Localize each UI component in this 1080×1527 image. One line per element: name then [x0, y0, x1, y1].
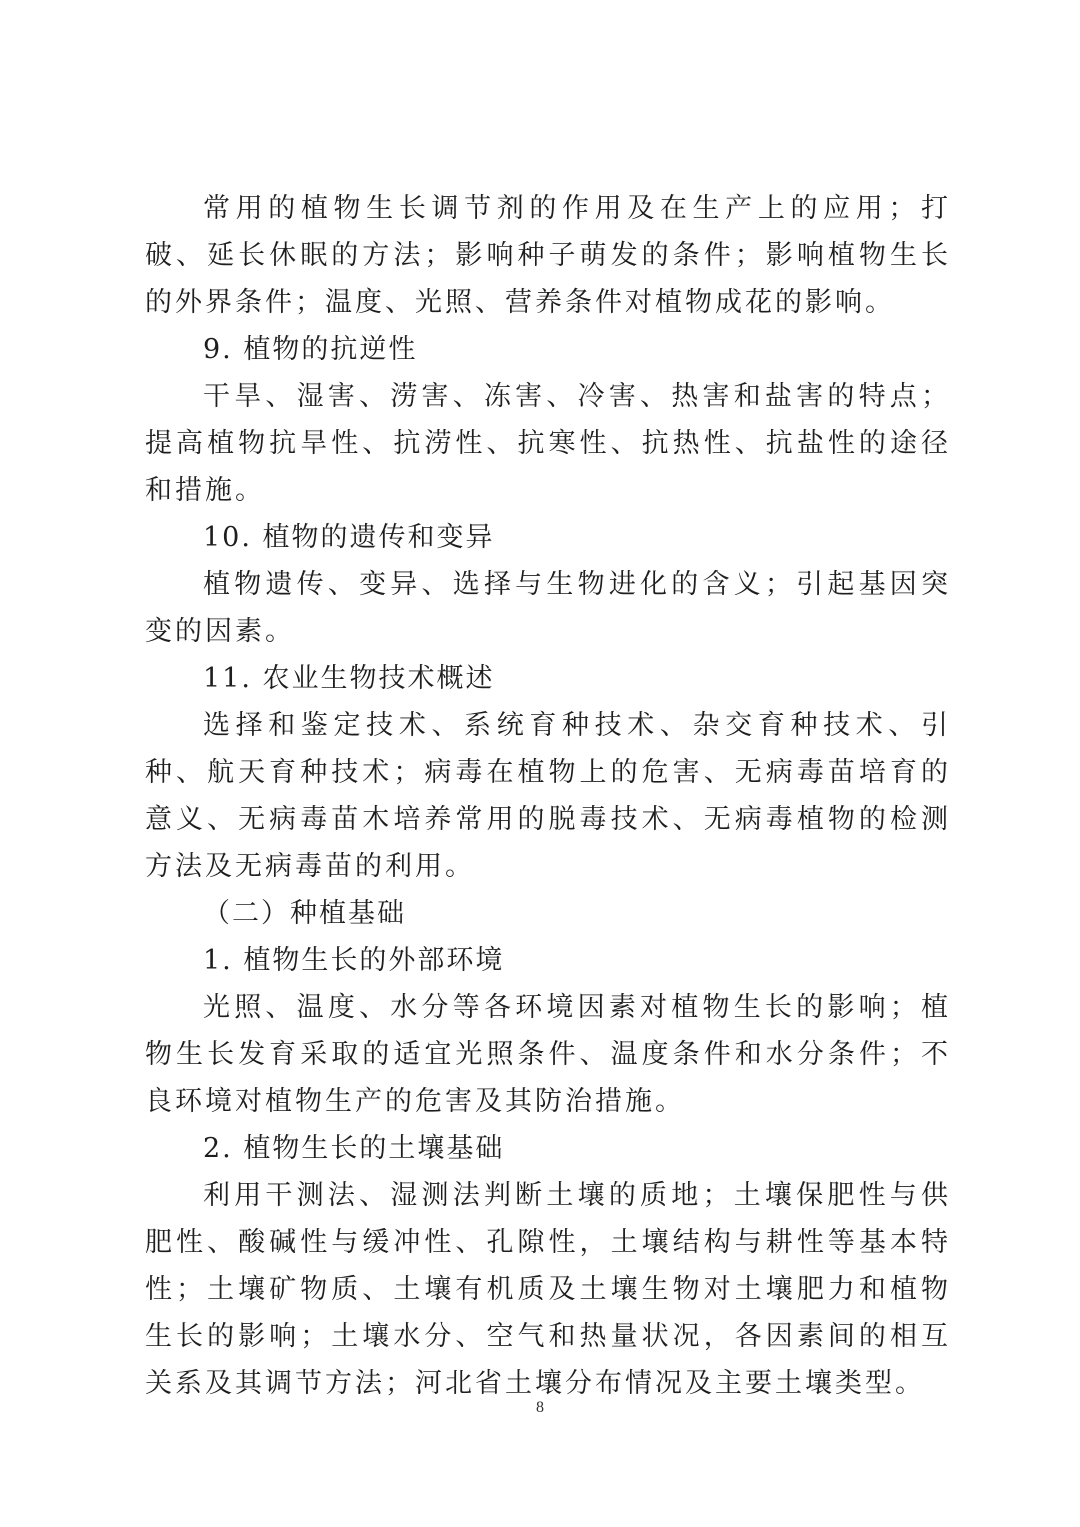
paragraph-external-environment: 光照、温度、水分等各环境因素对植物生长的影响；植物生长发育采取的适宜光照条件、温度条件和水分条件；不良环境对植物生产的危害及其防治措施。	[145, 992, 951, 1117]
paragraph-stress-characteristics: 干旱、湿害、涝害、冻害、冷害、热害和盐害的特点；提高植物抗旱性、抗涝性、抗寒性、抗热性、抗盐性的途径和措施。	[145, 381, 951, 506]
page-number: 8	[536, 1399, 544, 1416]
page-body	[145, 185, 951, 1407]
heading-plant-stress-resistance: 9. 植物的抗逆性	[203, 334, 418, 365]
heading-heredity-variation: 10. 植物的遗传和变异	[203, 522, 495, 553]
heading-external-environment: 1. 植物生长的外部环境	[203, 945, 505, 976]
paragraph-plant-growth-regulators: 常用的植物生长调节剂的作用及在生产上的应用；打破、延长休眠的方法；影响种子萌发的条件；影响植物生长的外界条件；温度、光照、营养条件对植物成花的影响。	[145, 193, 951, 318]
paragraph-agri-biotech: 选择和鉴定技术、系统育种技术、杂交育种技术、引种、航天育种技术；病毒在植物上的危害、无病毒苗培育的意义、无病毒苗木培养常用的脱毒技术、无病毒植物的检测方法及无病毒苗的利用。	[145, 710, 951, 882]
heading-agri-biotech: 11. 农业生物技术概述	[203, 663, 495, 694]
section-heading-planting-basics: （二）种植基础	[203, 898, 406, 929]
paragraph-soil-basics: 利用干测法、湿测法判断土壤的质地；土壤保肥性与供肥性、酸碱性与缓冲性、孔隙性，土壤结构与耕性等基本特性；土壤矿物质、土壤有机质及土壤生物对土壤肥力和植物生长的影响；土壤水分、空气和热量状况，各因素间的相互关系及其调节方法；河北省土壤分布情况及主要土壤类型。	[145, 1180, 951, 1399]
heading-soil-basics: 2. 植物生长的土壤基础	[203, 1133, 505, 1164]
paragraph-heredity-variation: 植物遗传、变异、选择与生物进化的含义；引起基因突变的因素。	[145, 569, 951, 647]
